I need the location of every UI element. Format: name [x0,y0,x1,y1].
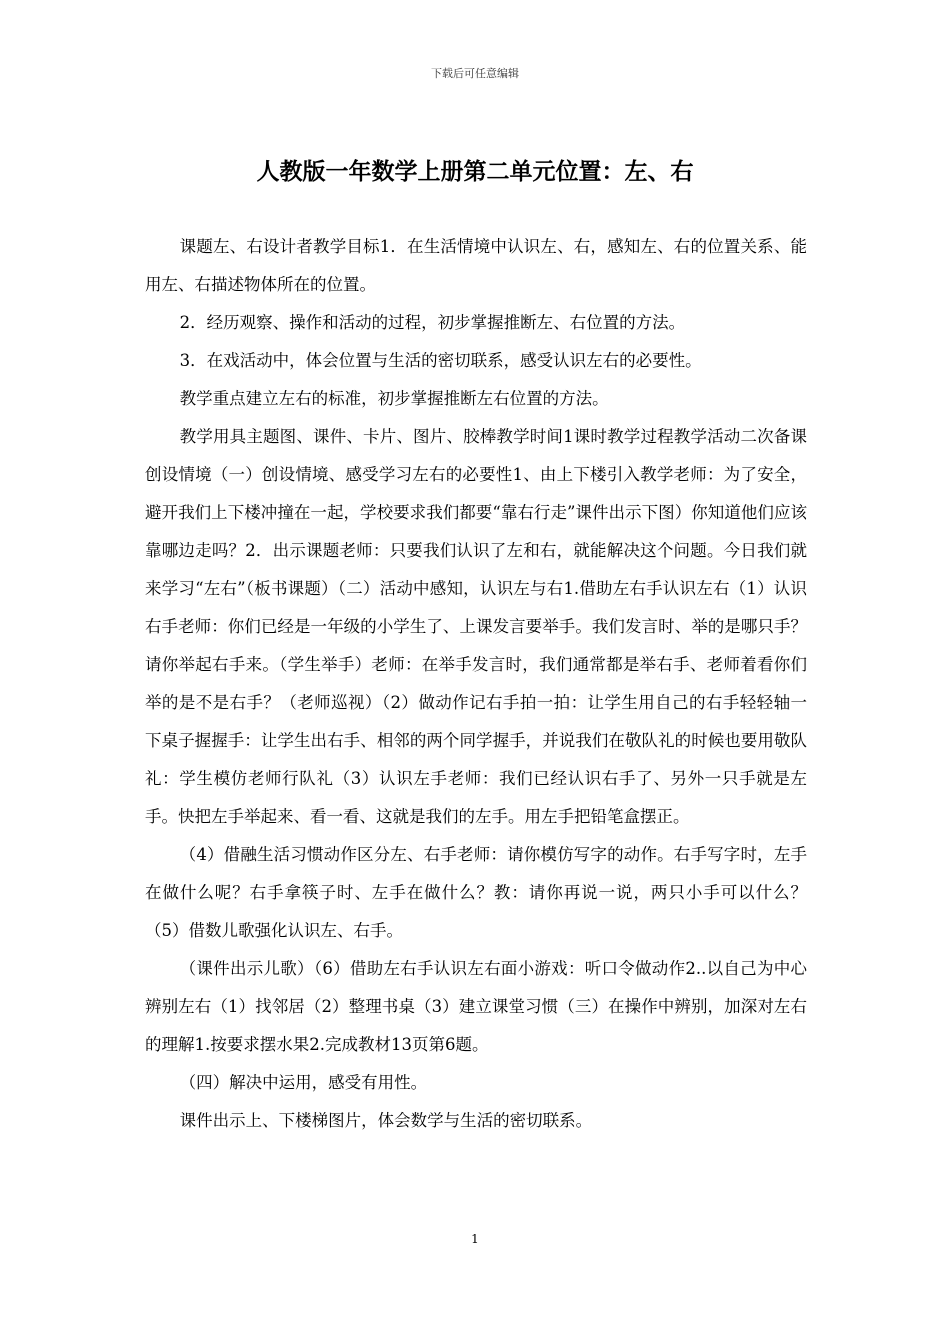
paragraph: 3．在戏活动中，体会位置与生活的密切联系，感受认识左右的必要性。 [179,351,702,370]
paragraph: 课件出示上、下楼梯图片，体会数学与生活的密切联系。 [179,1111,593,1130]
paragraph: （四）解决中运用，感受有用性。 [179,1073,428,1092]
document-title: 人教版一年数学上册第二单元位置：左、右 [256,158,694,185]
paragraph: （课件出示儿歌）（6）借助左右手认识左右面小游戏：听口令做动作2..以自己为中心辨别左右（1）找邻居（2）整理书桌（3）建立课堂习惯（三）在操作中辨别，加深对左右的理解1.按要求摆水果2.完成教材13页第6题。 [145,959,807,1054]
page-number: 1 [471,1232,479,1246]
paragraph: 2．经历观察、操作和活动的过程，初步掌握推断左、右位置的方法。 [179,313,686,332]
paragraph: （4）借融生活习惯动作区分左、右手老师：请你模仿写字的动作。右手写字时，左手在做什么呢？右手拿筷子时、左手在做什么？教：请你再说一说，两只小手可以什么？（5）借数儿歌强化认识左、右手。 [145,845,807,940]
paragraph: 教学用具主题图、课件、卡片、图片、胶棒教学时间1课时教学过程教学活动二次备课创设情境（一）创设情境、感受学习左右的必要性1、由上下楼引入教学老师：为了安全，避开我们上下楼冲撞在一起，学校要求我们都要“靠右行走”课件出示下图）你知道他们应该靠哪边走吗？2．出示课题老师：只要我们认识了左和右，就能解决这个问题。今日我们就来学习“左右”（板书课题）（二）活动中感知，认识左与右1.借助左右手认识左右（1）认识右手老师：你们已经是一年级的小学生了、上课发言要举手。我们发言时、举的是哪只手？请你举起右手来。（学生举手）老师：在举手发言时，我们通常都是举右手、老师着看你们举的是不是右手？（老师巡视）（2）做动作记右手拍一拍：让学生用自己的右手轻轻轴一下桌子握握手：让学生出右手、相邻的两个同学握手，并说我们在敬队礼的时候也要用敬队礼：学生模仿老师行队礼（3）认识左手老师：我们已经认识右手了、另外一只手就是左手。快把左手举起来、看一看、这就是我们的左手。用左手把铅笔盒摆正。 [145,427,807,826]
page-header: 下载后可任意编辑 [431,67,519,80]
paragraph: 教学重点建立左右的标准，初步掌握推断左右位置的方法。 [179,389,609,408]
paragraph: 课题左、右设计者教学目标1．在生活情境中认识左、右，感知左、右的位置关系、能用左、右描述物体所在的位置。 [145,237,807,294]
document-body [145,228,807,1140]
